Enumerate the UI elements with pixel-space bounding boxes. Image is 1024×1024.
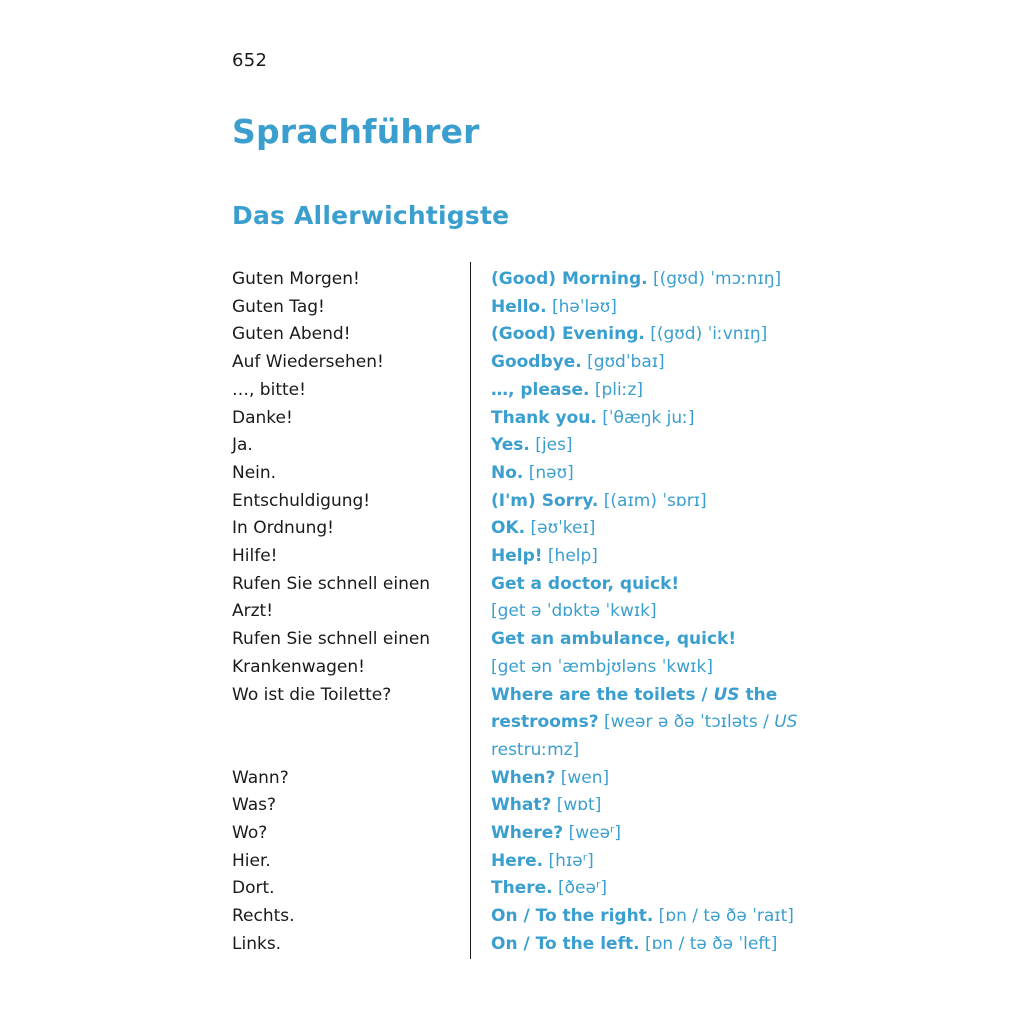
german-phrase: Wo ist die Toilette?	[232, 684, 392, 705]
german-phrase: Arzt!	[232, 601, 274, 622]
phrase-row-toilet	[232, 682, 811, 765]
german-phrase: Entschuldigung!	[232, 490, 371, 511]
english-phrase	[491, 875, 811, 903]
german-phrase: Danke!	[232, 407, 293, 428]
phrase-row	[232, 820, 811, 848]
german-phrase: Guten Abend!	[232, 324, 351, 345]
english-phrase	[491, 515, 811, 543]
german-phrase: Krankenwagen!	[232, 656, 365, 677]
english-text: There.	[491, 878, 553, 899]
english-text: …, please.	[491, 379, 590, 400]
english-phrase	[491, 266, 811, 294]
pronunciation: [pliːz]	[589, 379, 644, 400]
english-phrase	[491, 432, 811, 460]
german-phrase: Dort.	[232, 878, 275, 899]
pronunciation: [ɒn / tə ðə ˈraɪt]	[653, 906, 794, 927]
phrase-row	[232, 626, 811, 654]
english-text: Goodbye.	[491, 352, 582, 373]
pronunciation: [hɪəʳ]	[543, 850, 594, 871]
german-phrase: Wann?	[232, 767, 289, 788]
phrase-row	[232, 598, 811, 626]
english-text: Where?	[491, 823, 564, 844]
english-phrase	[491, 765, 811, 793]
english-phrase	[491, 460, 811, 488]
english-phrase	[491, 488, 811, 516]
english-phrase	[491, 377, 811, 405]
german-phrase: Rechts.	[232, 906, 295, 927]
pronunciation: [(gʊd) ˈmɔːnɪŋ]	[647, 269, 782, 289]
english-text: Help!	[491, 546, 543, 567]
english-phrase	[491, 349, 811, 377]
phrase-row	[232, 765, 811, 793]
phrase-row	[232, 848, 811, 876]
phrase-row	[232, 875, 811, 903]
page-number: 652	[232, 50, 268, 71]
german-phrase: Rufen Sie schnell einen	[232, 573, 431, 594]
german-phrase: In Ordnung!	[232, 518, 334, 539]
pronunciation: [help]	[542, 546, 598, 567]
pronunciation: [get ən ˈæmbjʊləns ˈkwɪk]	[491, 656, 713, 677]
german-phrase: Rufen Sie schnell einen	[232, 629, 431, 650]
phrase-row	[232, 654, 811, 682]
phrase-table	[232, 266, 811, 959]
pronunciation: [ˈθæŋk juː]	[596, 407, 695, 428]
phrase-row	[232, 543, 811, 571]
page-title: Sprachführer	[232, 112, 480, 151]
pronunciation: [(gʊd) ˈiːvnɪŋ]	[644, 324, 768, 345]
english-phrase: Where are the toilets / US the restrooms? [weər ə ðə ˈtɔɪləts / US restruːmz]	[491, 684, 798, 760]
english-text: On / To the right.	[491, 906, 654, 927]
english-text: Thank you.	[491, 407, 597, 428]
phrase-row	[232, 571, 811, 599]
german-phrase: Was?	[232, 795, 277, 816]
english-phrase	[491, 848, 811, 876]
pronunciation: [wɒt]	[551, 795, 602, 816]
english-phrase	[491, 931, 811, 959]
german-phrase: Links.	[232, 933, 282, 954]
english-text: When?	[491, 767, 556, 788]
german-phrase: Wo?	[232, 823, 268, 844]
pronunciation: [nəʊ]	[523, 462, 574, 483]
english-text: (Good) Evening.	[491, 324, 645, 345]
german-phrase: Guten Morgen!	[232, 269, 360, 289]
english-phrase	[491, 792, 811, 820]
german-phrase: Auf Wiedersehen!	[232, 352, 384, 373]
phrase-row	[232, 931, 811, 959]
english-text: Yes.	[491, 435, 530, 456]
section-title: Das Allerwichtigste	[232, 201, 510, 230]
pronunciation: [jes]	[529, 435, 573, 456]
phrase-row	[232, 266, 811, 294]
phrase-row	[232, 488, 811, 516]
english-phrase	[491, 321, 811, 349]
phrase-row	[232, 321, 811, 349]
pronunciation: [gʊdˈbaɪ]	[581, 352, 665, 373]
english-phrase	[491, 543, 811, 571]
english-text: OK.	[491, 518, 526, 539]
phrase-row	[232, 405, 811, 433]
pronunciation: [ɒn / tə ðə ˈleft]	[639, 933, 778, 954]
pronunciation: [həˈləʊ]	[546, 296, 617, 317]
german-phrase: Hilfe!	[232, 546, 278, 567]
phrase-row	[232, 349, 811, 377]
german-phrase: Guten Tag!	[232, 296, 325, 317]
english-phrase	[491, 598, 811, 626]
english-text: No.	[491, 462, 524, 483]
english-text: Here.	[491, 850, 544, 871]
pronunciation: [əʊˈkeɪ]	[525, 518, 596, 539]
english-text: (Good) Morning.	[491, 269, 648, 289]
phrase-row	[232, 294, 811, 322]
english-text: Get an ambulance, quick!	[491, 629, 737, 650]
german-phrase: Ja.	[232, 435, 253, 456]
english-phrase	[491, 654, 811, 682]
english-text: What?	[491, 795, 552, 816]
english-phrase	[491, 820, 811, 848]
english-phrase	[491, 405, 811, 433]
pronunciation: [weəʳ]	[563, 823, 622, 844]
phrase-row	[232, 792, 811, 820]
english-text: On / To the left.	[491, 933, 640, 954]
english-phrase	[491, 903, 811, 931]
pronunciation: [(aɪm) ˈsɒrɪ]	[598, 490, 707, 511]
english-phrase	[491, 294, 811, 322]
german-phrase: Hier.	[232, 850, 271, 871]
english-phrase	[491, 626, 811, 654]
pronunciation: [ðeəʳ]	[552, 878, 607, 899]
english-text: Get a doctor, quick!	[491, 573, 680, 594]
german-phrase: …, bitte!	[232, 379, 306, 400]
phrase-row	[232, 432, 811, 460]
german-phrase: Nein.	[232, 462, 277, 483]
pronunciation: [wen]	[555, 767, 610, 788]
english-text: Hello.	[491, 296, 547, 317]
english-text: (I'm) Sorry.	[491, 490, 599, 511]
phrase-row	[232, 515, 811, 543]
phrase-row	[232, 377, 811, 405]
pronunciation: [get ə ˈdɒktə ˈkwɪk]	[491, 601, 657, 622]
phrase-row	[232, 903, 811, 931]
english-phrase	[491, 571, 811, 599]
phrase-row	[232, 460, 811, 488]
